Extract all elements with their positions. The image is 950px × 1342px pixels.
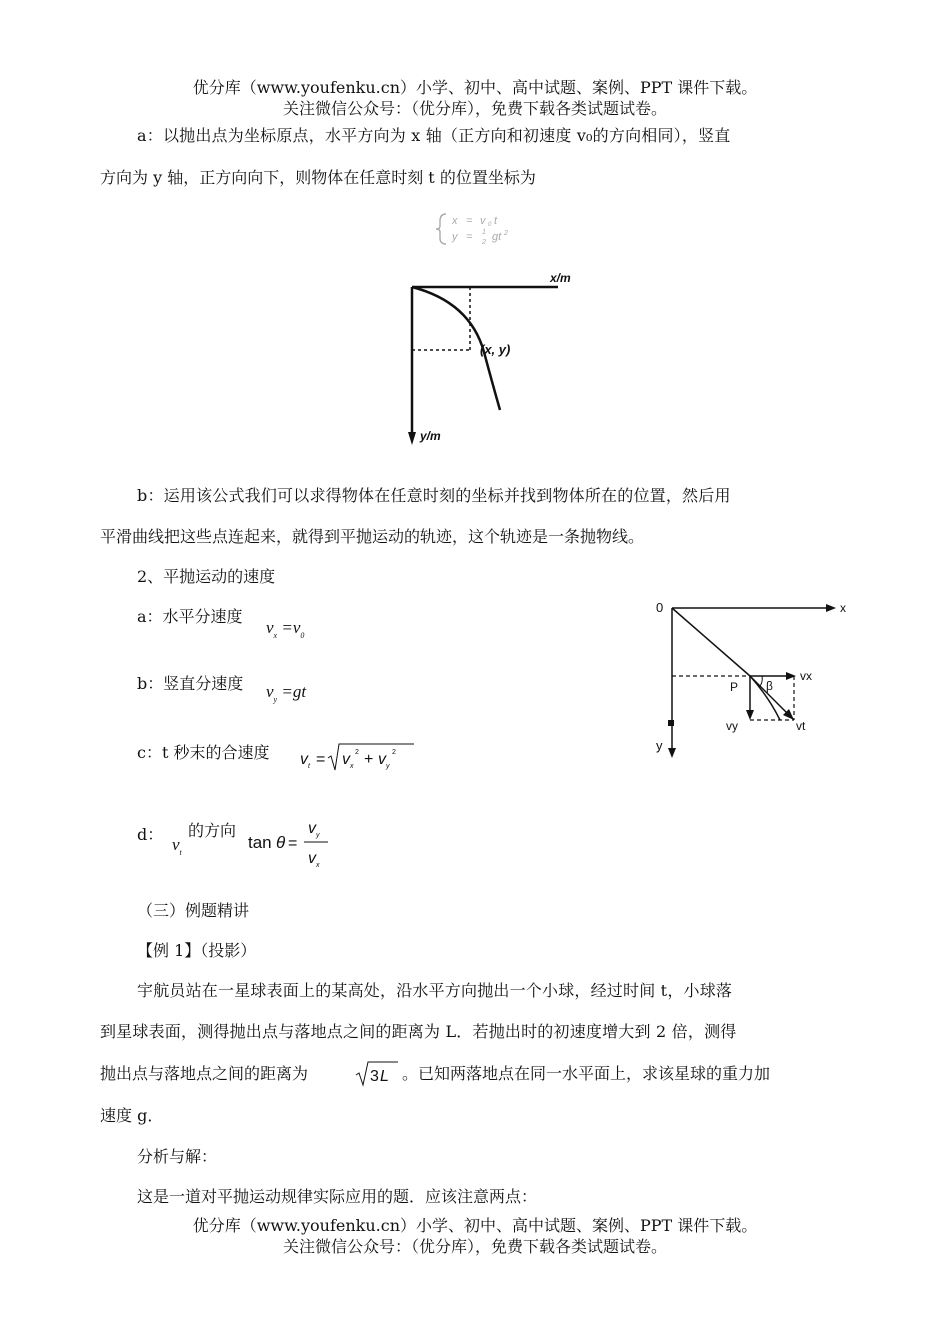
fig1-y-axis-label: y/m (420, 429, 441, 443)
svg-text:v: v (342, 751, 350, 768)
vy-formula: $v_y =gt$ (266, 682, 307, 704)
svg-text:+: + (364, 751, 374, 768)
velocity-c-label: c：t 秒末的合速度 (137, 743, 270, 762)
fig2-beta-label: β (766, 679, 773, 693)
fig2-y-label: y (656, 738, 663, 753)
svg-text:0: 0 (488, 222, 492, 228)
header-line-2: 关注微信公众号：（优分库），免费下载各类试题试卷。 (282, 99, 667, 118)
svg-text:3: 3 (370, 1068, 379, 1085)
position-formula (432, 212, 554, 246)
vt-formula (298, 740, 420, 774)
svg-text:gt: gt (492, 231, 502, 243)
fig1-axes (408, 287, 558, 445)
fig1-point-label: (x, y) (480, 342, 511, 357)
example-title: 【例 1】（投影） (137, 941, 257, 960)
svg-text:v: v (378, 751, 386, 768)
example-line-4: 速度 g． (100, 1106, 164, 1125)
footer-line-2: 关注微信公众号：（优分库），免费下载各类试题试卷。 (282, 1237, 667, 1256)
example-line-2: 到星球表面，测得抛出点与落地点之间的距离为 L．若抛出时的初速度增大到 2 倍，测得 (100, 1022, 737, 1041)
svg-text:L: L (380, 1068, 389, 1085)
svg-text:v: v (300, 751, 308, 768)
example-line-3a: 抛出点与落地点之间的距离为 (100, 1064, 309, 1083)
velocity-a-label: a：水平分速度 (137, 607, 243, 626)
svg-text:=: = (466, 231, 473, 243)
svg-text:v: v (480, 215, 486, 227)
sqrt-3l-formula (354, 1058, 404, 1088)
velocity-d-label-suffix: 的方向 (188, 821, 237, 840)
fig2-vt-label: vt (796, 719, 806, 733)
analysis-label: 分析与解： (137, 1147, 218, 1166)
vx-formula: $v_x =v_0$ (266, 618, 305, 640)
svg-text:=: = (466, 215, 473, 227)
analysis-note: 这是一道对平抛运动规律实际应用的题．应该注意两点： (137, 1187, 538, 1206)
fig2-p-label: P (730, 680, 739, 694)
svg-text:y: y (316, 832, 320, 839)
svg-text:t: t (494, 215, 498, 227)
svg-text:t: t (308, 763, 310, 770)
trajectory-figure (400, 262, 590, 447)
svg-text:x: x (350, 763, 354, 770)
svg-text:=: = (288, 835, 298, 852)
section-b-line-1: b：运用该公式我们可以求得物体在任意时刻的坐标并找到物体所在的位置，然后用 (137, 486, 731, 505)
svg-text:x: x (316, 862, 320, 869)
vt-symbol: $v_t$ (172, 835, 182, 857)
section-b-line-2: 平滑曲线把这些点连起来，就得到平抛运动的轨迹，这个轨迹是一条抛物线。 (100, 527, 645, 546)
tan-formula (246, 815, 346, 873)
svg-text:y: y (386, 763, 390, 770)
section-a-line-2: 方向为 y 轴，正方向向下，则物体在任意时刻 t 的位置坐标为 (100, 168, 536, 187)
svg-text:θ: θ (276, 833, 286, 852)
svg-text:2: 2 (482, 239, 486, 246)
velocity-d-label-prefix: d： (137, 825, 164, 844)
header-line-1: 优分库（www.youfenku.cn）小学、初中、高中试题、案例、PPT 课件下载。 (192, 78, 758, 97)
fig1-x-axis-label: x/m (550, 271, 571, 285)
example-line-1: 宇航员站在一星球表面上的某高处，沿水平方向抛出一个小球，经过时间 t，小球落 (137, 981, 733, 1000)
velocity-figure (650, 596, 860, 768)
svg-text:y: y (452, 231, 458, 243)
example-line-3b: 。已知两落地点在同一水平面上，求该星球的重力加 (402, 1064, 771, 1083)
velocity-b-label: b：竖直分速度 (137, 674, 244, 693)
example-heading: （三）例题精讲 (137, 901, 250, 920)
footer-line-1: 优分库（www.youfenku.cn）小学、初中、高中试题、案例、PPT 课件下载。 (192, 1216, 758, 1235)
fig2-vy-label: vy (726, 719, 738, 733)
svg-text:2: 2 (504, 230, 508, 237)
svg-text:tan: tan (248, 833, 272, 852)
svg-text:v: v (308, 820, 316, 837)
fig2-x-label: x (840, 601, 846, 615)
svg-text:=: = (316, 751, 326, 768)
svg-text:v: v (308, 850, 316, 867)
svg-text:2: 2 (355, 749, 359, 756)
svg-text:2: 2 (392, 749, 396, 756)
svg-text:1: 1 (482, 229, 486, 236)
svg-text:x: x (452, 215, 458, 227)
section-a-line-1: a：以抛出点为坐标原点，水平方向为 x 轴（正方向和初速度 v₀的方向相同），竖直 (137, 126, 731, 145)
velocity-heading: 2、平抛运动的速度 (137, 567, 276, 586)
fig2-origin-label: 0 (656, 600, 664, 615)
fig2-vx-label: vx (800, 669, 812, 683)
